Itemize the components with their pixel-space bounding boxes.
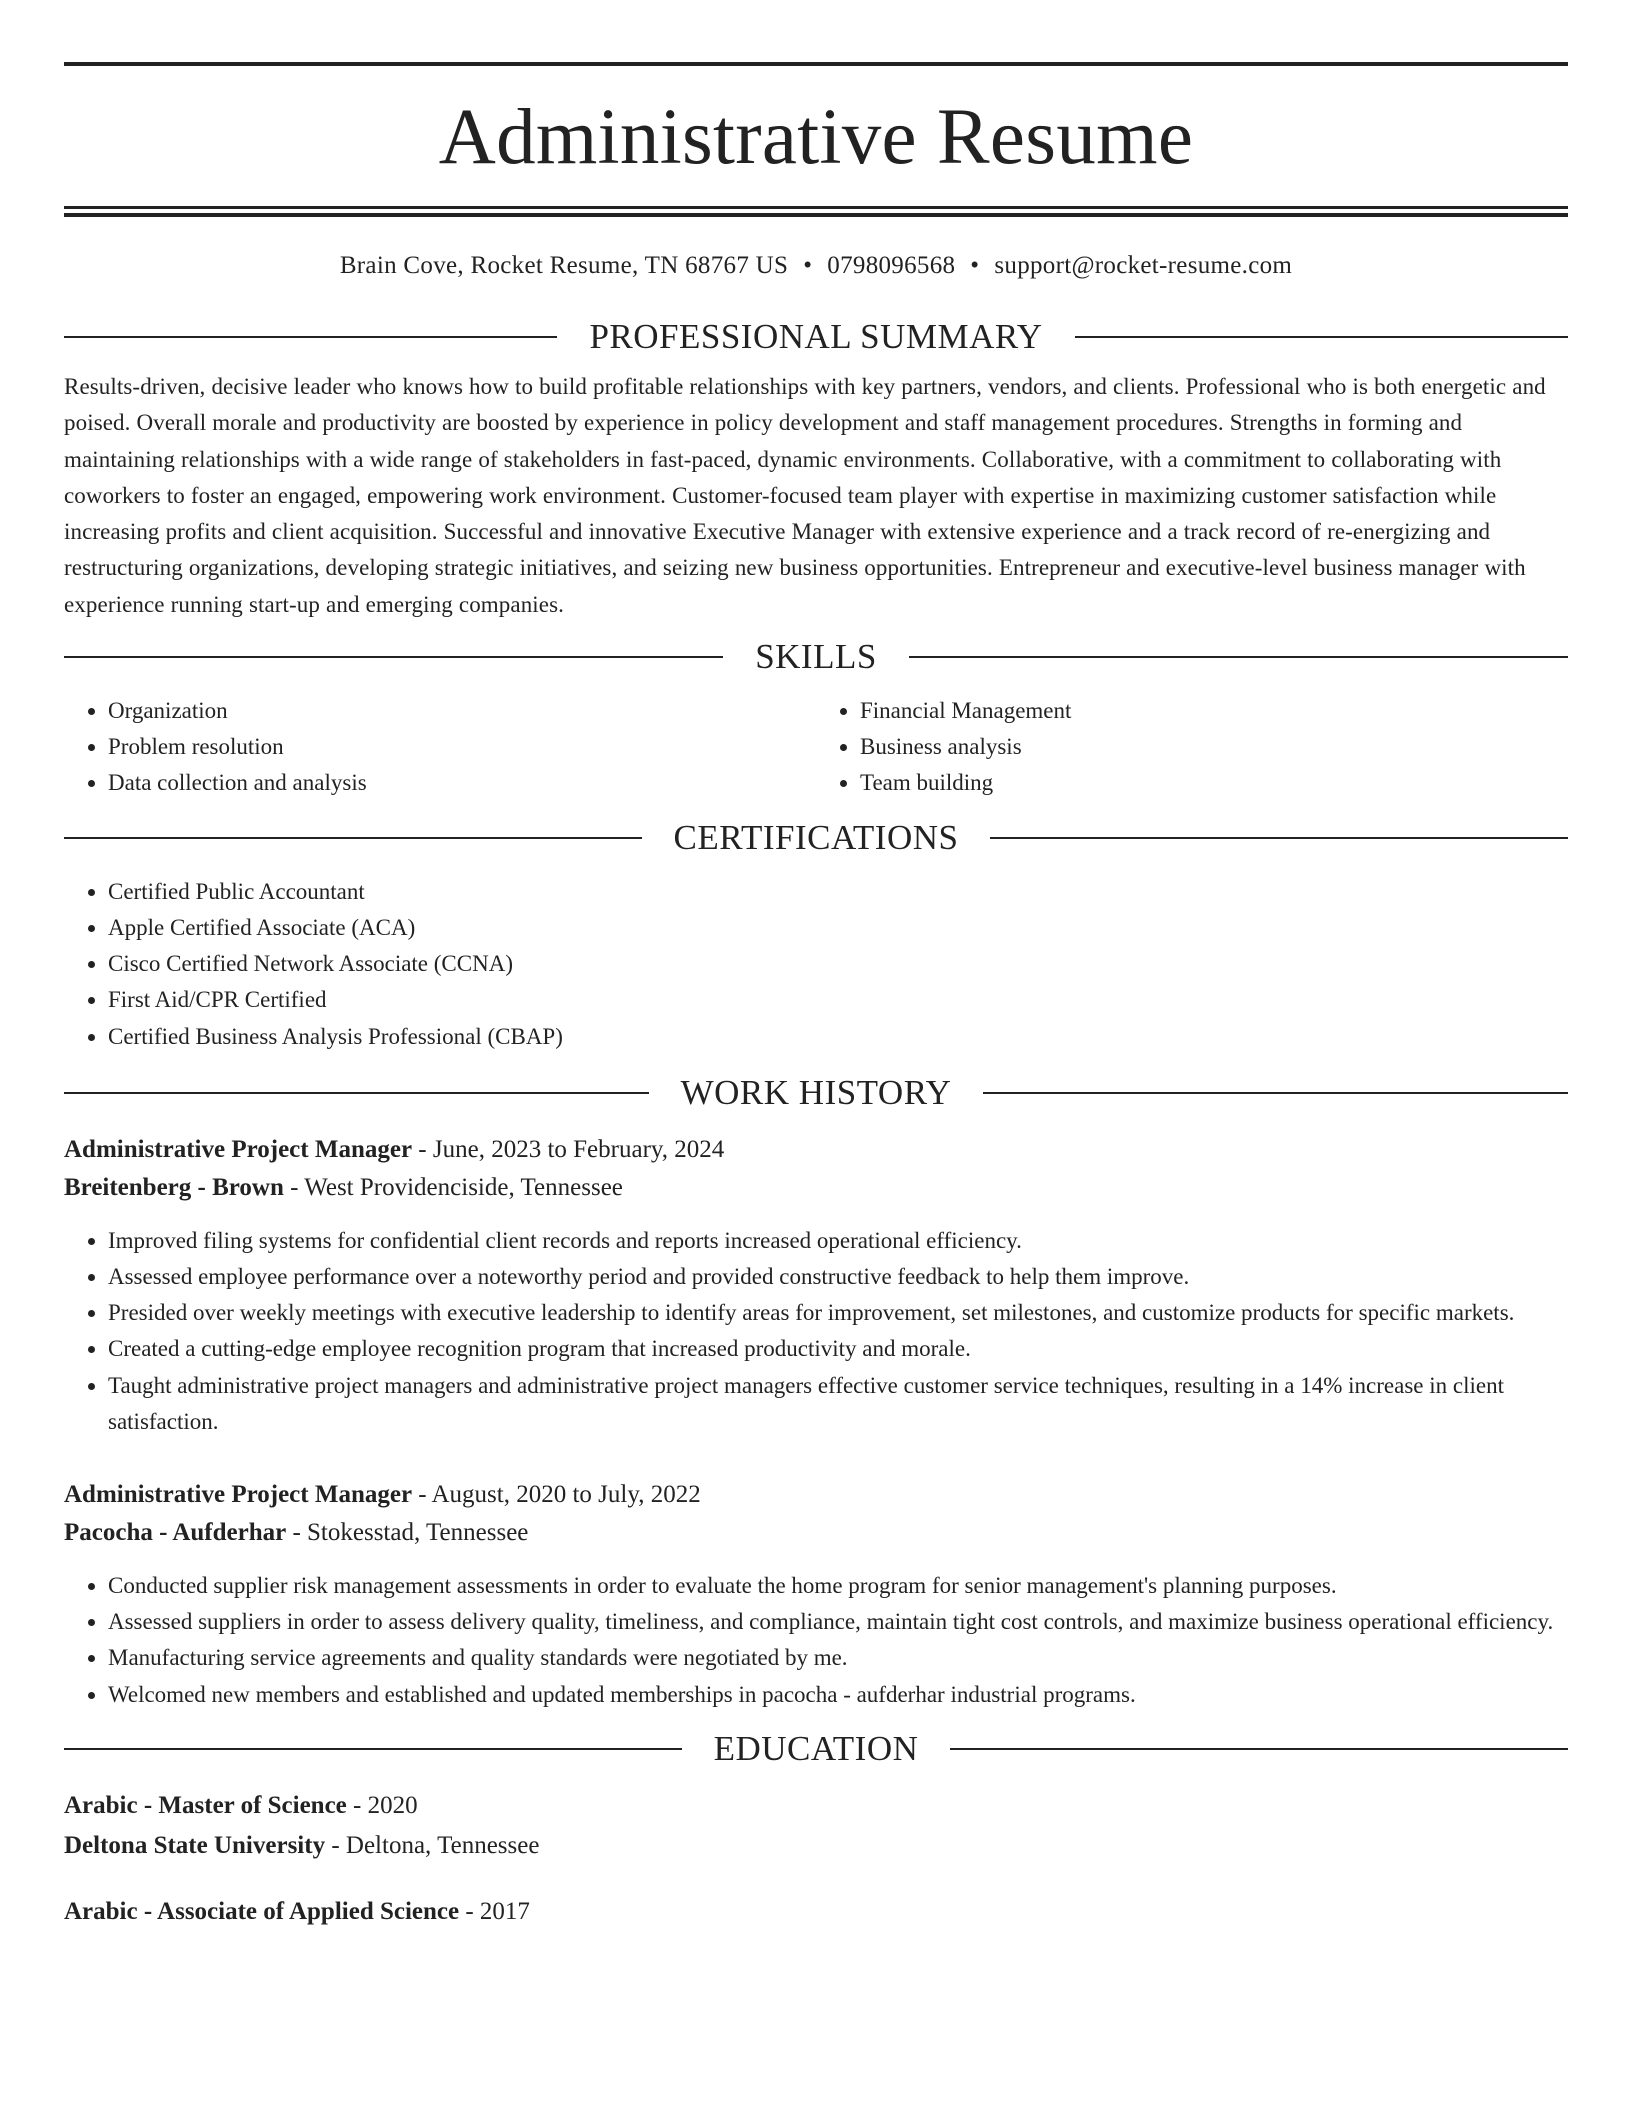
job-dates: - August, 2020 to July, 2022 xyxy=(412,1480,701,1508)
education-degree: Arabic - Associate of Applied Science xyxy=(64,1897,460,1925)
job-bullet: • Created a cutting-edge employee recognition program that increased productivity and morale. xyxy=(108,1331,1568,1367)
education-heading xyxy=(64,1729,1568,1769)
job-bullet: • Assessed suppliers in order to assess delivery quality, timeliness, and compliance, maintain tight cost controls, and maximize business operational efficiency. xyxy=(108,1604,1568,1640)
education-heading-label: EDUCATION xyxy=(713,1728,919,1768)
heading-rule-right xyxy=(990,837,1568,839)
heading-rule-right xyxy=(1075,336,1568,338)
job-title: Administrative Project Manager xyxy=(64,1135,413,1163)
contact-phone: 0798096568 xyxy=(827,252,956,279)
certification-item: • Certified Business Analysis Professional (CBAP) xyxy=(108,1019,1568,1055)
education-degree-line xyxy=(64,1787,1568,1825)
heading-rule-left xyxy=(64,336,557,338)
skill-item: • Problem resolution xyxy=(108,729,816,765)
education-degree-line xyxy=(64,1893,1568,1931)
job-entry xyxy=(64,1476,1568,1713)
certification-item: • Apple Certified Associate (ACA) xyxy=(108,910,1568,946)
education-entry xyxy=(64,1893,1568,1931)
top-rule xyxy=(64,62,1568,66)
job-bullet: • Welcomed new members and established and updated memberships in pacocha - aufderhar industrial programs. xyxy=(108,1677,1568,1713)
education-location: - Deltona, Tennessee xyxy=(325,1831,540,1859)
summary-text: Results-driven, decisive leader who knows how to build profitable relationships with key partners, vendors, and clients. Professional who is both energetic and poised. Overall morale and productivity are boosted by experience in policy development and staff management procedures. Strengths in forming and maintaining relationships with a wide range of stakeholders in fast-paced, dynamic environments. Collaborative, with a commitment to collaborating with coworkers to foster an engaged, empowering work environment. Customer-focused team player with expertise in maximizing customer satisfaction while increasing profits and client acquisition. Successful and innovative Executive Manager with extensive experience and a track record of re-energizing and restructuring organizations, developing strategic initiatives, and seizing new business opportunities. Entrepreneur and executive-level business manager with experience running start-up and emerging companies. xyxy=(64,374,1546,617)
contact-address: Brain Cove, Rocket Resume, TN 68767 US xyxy=(339,252,789,279)
skill-item: • Business analysis xyxy=(860,729,1568,765)
work-history-heading xyxy=(64,1073,1568,1113)
job-location: - West Providenciside, Tennessee xyxy=(283,1173,623,1201)
job-bullet: • Presided over weekly meetings with executive leadership to identify areas for improvement, set milestones, and customize products for specific markets. xyxy=(108,1295,1568,1331)
job-dates: - June, 2023 to February, 2024 xyxy=(412,1135,725,1163)
job-bullet: • Improved filing systems for confidential client records and reports increased operational efficiency. xyxy=(108,1223,1568,1259)
skill-item: • Team building xyxy=(860,765,1568,801)
skill-item: • Organization xyxy=(108,693,816,729)
job-company-line xyxy=(64,1169,1568,1207)
certifications-list xyxy=(64,874,1568,1055)
contact-line xyxy=(64,251,1568,281)
skill-item: • Data collection and analysis xyxy=(108,765,816,801)
certification-item: • Certified Public Accountant xyxy=(108,874,1568,910)
heading-rule-left xyxy=(64,656,723,658)
job-bullet: • Taught administrative project managers and administrative project managers effective customer service techniques, resulting in a 14% increase in client satisfaction. xyxy=(108,1368,1568,1440)
work-history-heading-label: WORK HISTORY xyxy=(680,1072,952,1112)
education-entry xyxy=(64,1787,1568,1865)
skills-list-left xyxy=(64,693,816,802)
job-bullets xyxy=(64,1568,1568,1713)
education-year: - 2020 xyxy=(346,1791,418,1819)
job-entry xyxy=(64,1131,1568,1440)
heading-rule-right xyxy=(983,1092,1568,1094)
heading-rule-left xyxy=(64,837,642,839)
skill-item: • Financial Management xyxy=(860,693,1568,729)
education-degree: Arabic - Master of Science xyxy=(64,1791,347,1819)
summary-heading-label: PROFESSIONAL SUMMARY xyxy=(589,317,1043,356)
contact-separator: • xyxy=(803,252,813,279)
heading-rule-left xyxy=(64,1748,682,1750)
resume-title: Administrative Resume xyxy=(438,94,1194,181)
job-bullets xyxy=(64,1223,1568,1440)
summary-heading xyxy=(64,317,1568,357)
heading-rule-left xyxy=(64,1092,649,1094)
job-bullet: • Conducted supplier risk management assessments in order to evaluate the home program for senior management's planning purposes. xyxy=(108,1568,1568,1604)
certification-item: • Cisco Certified Network Associate (CCNA) xyxy=(108,946,1568,982)
education-school-line xyxy=(64,1827,1568,1865)
job-bullet: • Manufacturing service agreements and quality standards were negotiated by me. xyxy=(108,1640,1568,1676)
contact-separator: • xyxy=(970,252,980,279)
certifications-heading xyxy=(64,818,1568,858)
job-title-line xyxy=(64,1476,1568,1514)
skills-heading-label: SKILLS xyxy=(755,637,877,677)
job-company: Breitenberg - Brown xyxy=(64,1173,284,1201)
job-title: Administrative Project Manager xyxy=(64,1480,413,1508)
job-company: Pacocha - Aufderhar xyxy=(64,1518,287,1546)
certifications-heading-label: CERTIFICATIONS xyxy=(673,817,959,857)
certification-item: • First Aid/CPR Certified xyxy=(108,982,1568,1018)
job-location: - Stokesstad, Tennessee xyxy=(286,1518,529,1546)
contact-email: support@rocket-resume.com xyxy=(994,252,1293,279)
title-double-rule xyxy=(64,206,1568,217)
skills-list-right xyxy=(816,693,1568,802)
education-school: Deltona State University xyxy=(64,1831,326,1859)
heading-rule-right xyxy=(950,1748,1568,1750)
heading-rule-right xyxy=(909,656,1568,658)
skills-grid xyxy=(64,693,1568,802)
education-year: - 2017 xyxy=(459,1897,530,1925)
skills-heading xyxy=(64,637,1568,677)
job-company-line xyxy=(64,1514,1568,1552)
job-bullet: • Assessed employee performance over a noteworthy period and provided constructive feedback to help them improve. xyxy=(108,1259,1568,1295)
job-title-line xyxy=(64,1131,1568,1169)
